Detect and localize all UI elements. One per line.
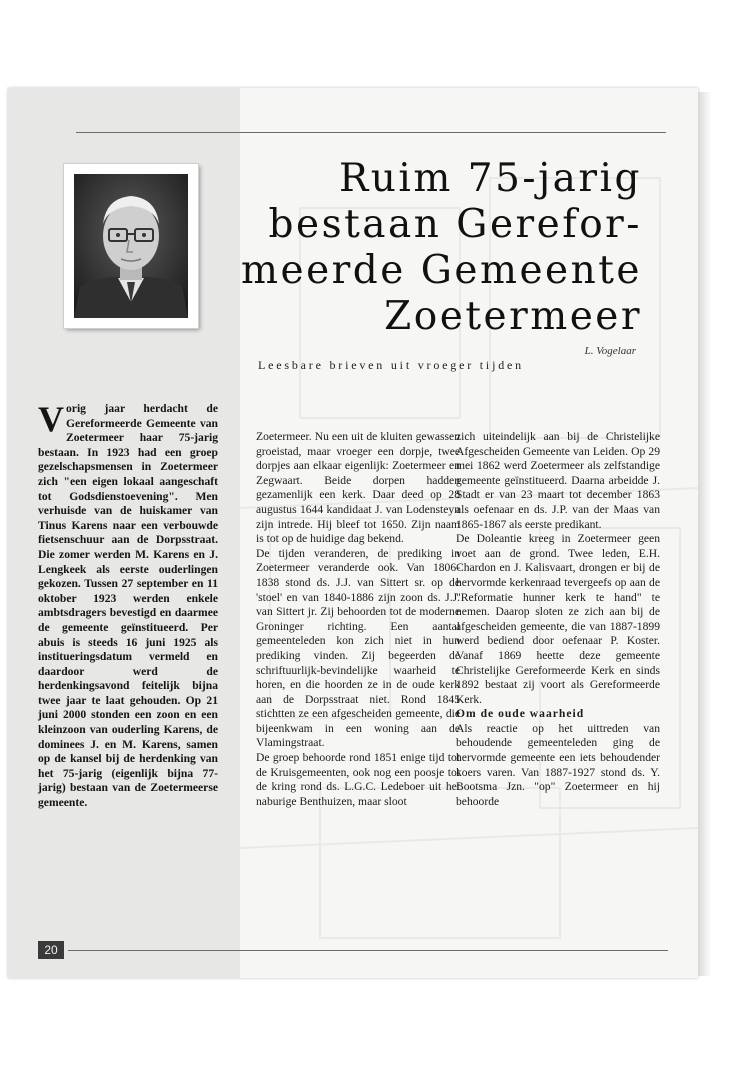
paragraph: Als reactie op het uittreden van behoudende gemeenteleden ging de hervormde gemeente een iets behoudender koers varen. Van 1887-1927 stond ds. Y. Bootsma Jzn. "op" Zoetermeer en hij behoorde: [456, 721, 660, 808]
title-line: bestaan Gerefor-: [268, 202, 642, 247]
drop-cap: V: [38, 399, 64, 439]
section-heading: Om de oude waarheid: [456, 707, 585, 721]
article-subtitle: Leesbare brieven uit vroeger tijden: [258, 358, 524, 372]
page-number: 20: [38, 941, 64, 959]
portrait-photo-frame: [64, 164, 198, 328]
author-byline: L. Vogelaar: [584, 345, 636, 357]
intro-text: [38, 399, 218, 811]
portrait-photo: [74, 174, 188, 318]
intro-body: orig jaar herdacht de Gereformeerde Gemeente van Zoetermeer haar 75-jarig bestaan. In 1923 had een groep gezelschapsmensen in Zoetermeer zich "een eigen lokaal aangeschaft tot Godsdienstoevening". Men verhuisde van de huiskamer van Tinus Karens naar een verbouwde fietsenschuur aan de Dorpsstraat. Die zomer werden M. Karens en J. Lengkeek als eerste ouderlingen gekozen. Tussen 27 september en 11 oktober 1923 werden enkele ambtsdragers bevestigd en daarmee de gemeente geïnstitueerd. Per abuis is steeds 16 juni 1925 als institueringsdatum vermeld en daardoor werd de herdenkingsavond feitelijk bijna twee jaar te laat gehouden. Op 21 juni 2000 stonden een zoon en een kleinzoon van ouderling Karens, de dominees J. en M. Karens, samen op de kansel bij de herdenking van het 75-jarig (eigenlijk bijna 77-jarig) bestaan van de Zoetermeerse gemeente.: [38, 402, 218, 810]
title-line: Ruim 75-jarig: [338, 156, 642, 201]
magazine-page: [8, 88, 698, 978]
body-column-1: [256, 430, 460, 809]
bottom-rule: [68, 950, 668, 951]
title-line: meerde Gemeente: [241, 248, 642, 293]
paragraph: De Doleantie kreeg in Zoetermeer geen voet aan de grond. Twee leden, E.H. Chardon en J. Kalisvaart, drongen er bij de hervormde kerkenraad tevergeefs op aan de "Reformatie hunner kerk te hand" te nemen. Daarop sloten ze zich aan bij de afgescheiden gemeente, die van 1887-1899 werd bediend door oefenaar P. Koster. Vanaf 1869 heette deze gemeente Christelijke Gereformeerde Kerk en sinds 1892 bestaat zij voort als Gereformeerde Kerk.: [456, 532, 660, 706]
paragraph: De tijden veranderen, de prediking in Zoetermeer veranderde ook. Van 1806-1838 stond ds. J.J. van Sittert sr. op de 'stoel' en van 1840-1886 zijn zoon ds. J.J. van Sittert jr. Zij behoorden tot de moderne Groninger richting. Een aantal gemeenteleden kon zich niet in hun prediking vinden. Zij begeerden de schriftuurlijk-bevindelijke waarheid te horen, en die hoorden ze in de oude kerk aan de Dorpsstraat niet. Rond 1845 stichtten ze een afgescheiden gemeente, die bijeenkwam in een woning aan de Vlamingstraat.: [256, 546, 460, 750]
article-title: [222, 156, 642, 340]
paragraph: De groep behoorde rond 1851 enige tijd tot de Kruisgemeenten, ook nog een poosje tot de kring rond ds. L.G.C. Ledeboer uit het naburige Benthuizen, maar sloot: [256, 751, 460, 808]
top-rule: [76, 132, 666, 133]
paragraph: zich uiteindelijk aan bij de Christelijke Afgescheiden Gemeente van Leiden. Op 29 mei 1862 werd Zoetermeer als zelfstandige gemeente geïnstitueerd. Daarna arbeidde J. Stadt er van 23 maart tot december 1863 als oefenaar en ds. J.P. van der Maas van 1865-1867 als eerste predikant.: [456, 430, 660, 531]
page-edge-shadow: [698, 92, 712, 976]
body-column-2: [456, 430, 660, 809]
paragraph: Zoetermeer. Nu een uit de kluiten gewassen groeistad, maar vroeger een dorpje, twee dorpjes aan elkaar eigenlijk: Zoetermeer en Zegwaart. Beide dorpen hadden gezamenlijk een kerk. Daar deed op 28 augustus 1644 kandidaat J. van Lodensteyn zijn intrede. Hij bleef tot 1650. Zijn naam is tot op de huidige dag bekend.: [256, 430, 460, 546]
title-line: Zoetermeer: [384, 294, 642, 339]
